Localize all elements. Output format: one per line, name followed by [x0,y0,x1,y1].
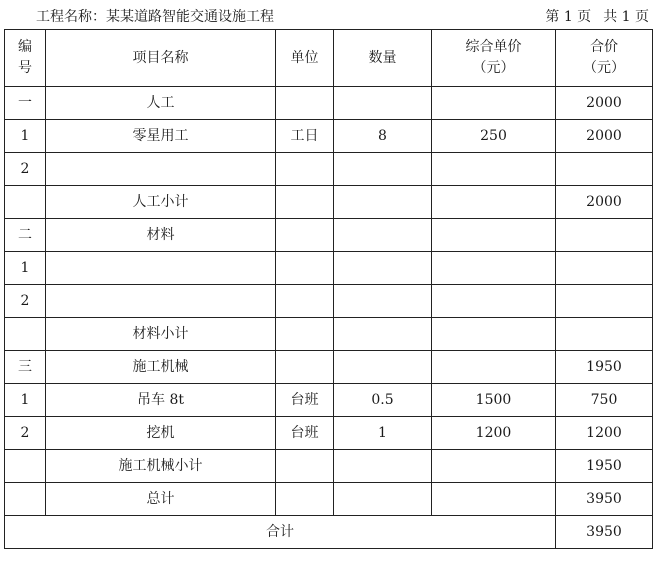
table-row [5,120,653,153]
cell-quantity [334,318,432,351]
cell-unit-price [432,318,556,351]
cell-number: 一 [5,87,46,120]
cell-unit-price [432,219,556,252]
cell-unit [276,252,334,285]
cell-quantity: 1 [334,417,432,450]
cell-quantity [334,87,432,120]
header-unit: 单位 [276,30,334,87]
cell-total-price: 750 [556,384,653,417]
cell-number [5,186,46,219]
cell-total-price: 1950 [556,450,653,483]
cell-number: 2 [5,153,46,186]
cell-number [5,450,46,483]
table-row [5,450,653,483]
cell-number [5,318,46,351]
cell-unit-price [432,153,556,186]
table-row [5,219,653,252]
cell-unit: 台班 [276,384,334,417]
cell-number: 二 [5,219,46,252]
cell-unit-price: 1500 [432,384,556,417]
cell-total-price [556,285,653,318]
cell-unit [276,87,334,120]
cell-item-name [46,285,276,318]
cell-unit-price: 250 [432,120,556,153]
cell-quantity [334,186,432,219]
table-footer-row [5,516,653,549]
cell-total-price: 3950 [556,483,653,516]
table-header-row [5,30,653,87]
cell-quantity [334,483,432,516]
cell-unit-price [432,87,556,120]
cell-number: 1 [5,252,46,285]
cell-item-name: 材料 [46,219,276,252]
cell-number: 2 [5,417,46,450]
cell-unit-price [432,252,556,285]
cell-quantity [334,285,432,318]
cell-item-name [46,252,276,285]
cell-item-name: 零星用工 [46,120,276,153]
project-name: 工程名称：某某道路智能交通设施工程 [36,9,274,25]
table-row [5,252,653,285]
table-row [5,153,653,186]
cell-unit [276,186,334,219]
table-row [5,384,653,417]
document-header [0,6,657,28]
cell-unit-price [432,450,556,483]
table-row [5,351,653,384]
cell-quantity [334,252,432,285]
cell-unit [276,450,334,483]
header-unit-price: 综合单价 （元） [432,30,556,87]
cell-number: 1 [5,120,46,153]
cell-quantity [334,219,432,252]
cell-unit-price [432,483,556,516]
footer-total-value: 3950 [556,516,653,549]
cell-unit: 台班 [276,417,334,450]
cell-total-price [556,153,653,186]
table-row [5,417,653,450]
cell-unit: 工日 [276,120,334,153]
cell-item-name: 吊车 8t [46,384,276,417]
cell-total-price [556,318,653,351]
cell-unit [276,351,334,384]
cell-total-price: 2000 [556,186,653,219]
cell-unit-price [432,186,556,219]
cell-quantity: 8 [334,120,432,153]
table-row [5,87,653,120]
cell-unit [276,318,334,351]
table-row [5,285,653,318]
cell-total-price [556,219,653,252]
cell-unit-price: 1200 [432,417,556,450]
daywork-table [4,29,653,549]
cell-item-name: 人工 [46,87,276,120]
cell-unit [276,153,334,186]
cell-number: 三 [5,351,46,384]
cell-number [5,483,46,516]
cell-total-price: 2000 [556,120,653,153]
header-number: 编 号 [5,30,46,87]
cell-total-price: 1950 [556,351,653,384]
page-total: 共 1 页 [603,9,649,25]
cell-item-name: 施工机械小计 [46,450,276,483]
page-indicator [533,6,649,26]
table-row [5,318,653,351]
page-current: 第 1 页 [545,9,592,25]
cell-quantity [334,351,432,384]
cell-total-price: 1200 [556,417,653,450]
header-item-name: 项目名称 [46,30,276,87]
cell-unit-price [432,285,556,318]
cell-item-name [46,153,276,186]
footer-total-label: 合计 [5,516,556,549]
cell-quantity [334,153,432,186]
cell-item-name: 挖机 [46,417,276,450]
cell-number: 1 [5,384,46,417]
cell-quantity [334,450,432,483]
header-quantity: 数量 [334,30,432,87]
cell-unit [276,219,334,252]
cell-item-name: 总计 [46,483,276,516]
cell-item-name: 材料小计 [46,318,276,351]
table-row [5,483,653,516]
cell-unit [276,285,334,318]
table-row [5,186,653,219]
cell-item-name: 人工小计 [46,186,276,219]
header-total-price: 合价 （元） [556,30,653,87]
cell-number: 2 [5,285,46,318]
cell-unit [276,483,334,516]
cell-total-price: 2000 [556,87,653,120]
cell-quantity: 0.5 [334,384,432,417]
cell-unit-price [432,351,556,384]
cell-item-name: 施工机械 [46,351,276,384]
cell-total-price [556,252,653,285]
